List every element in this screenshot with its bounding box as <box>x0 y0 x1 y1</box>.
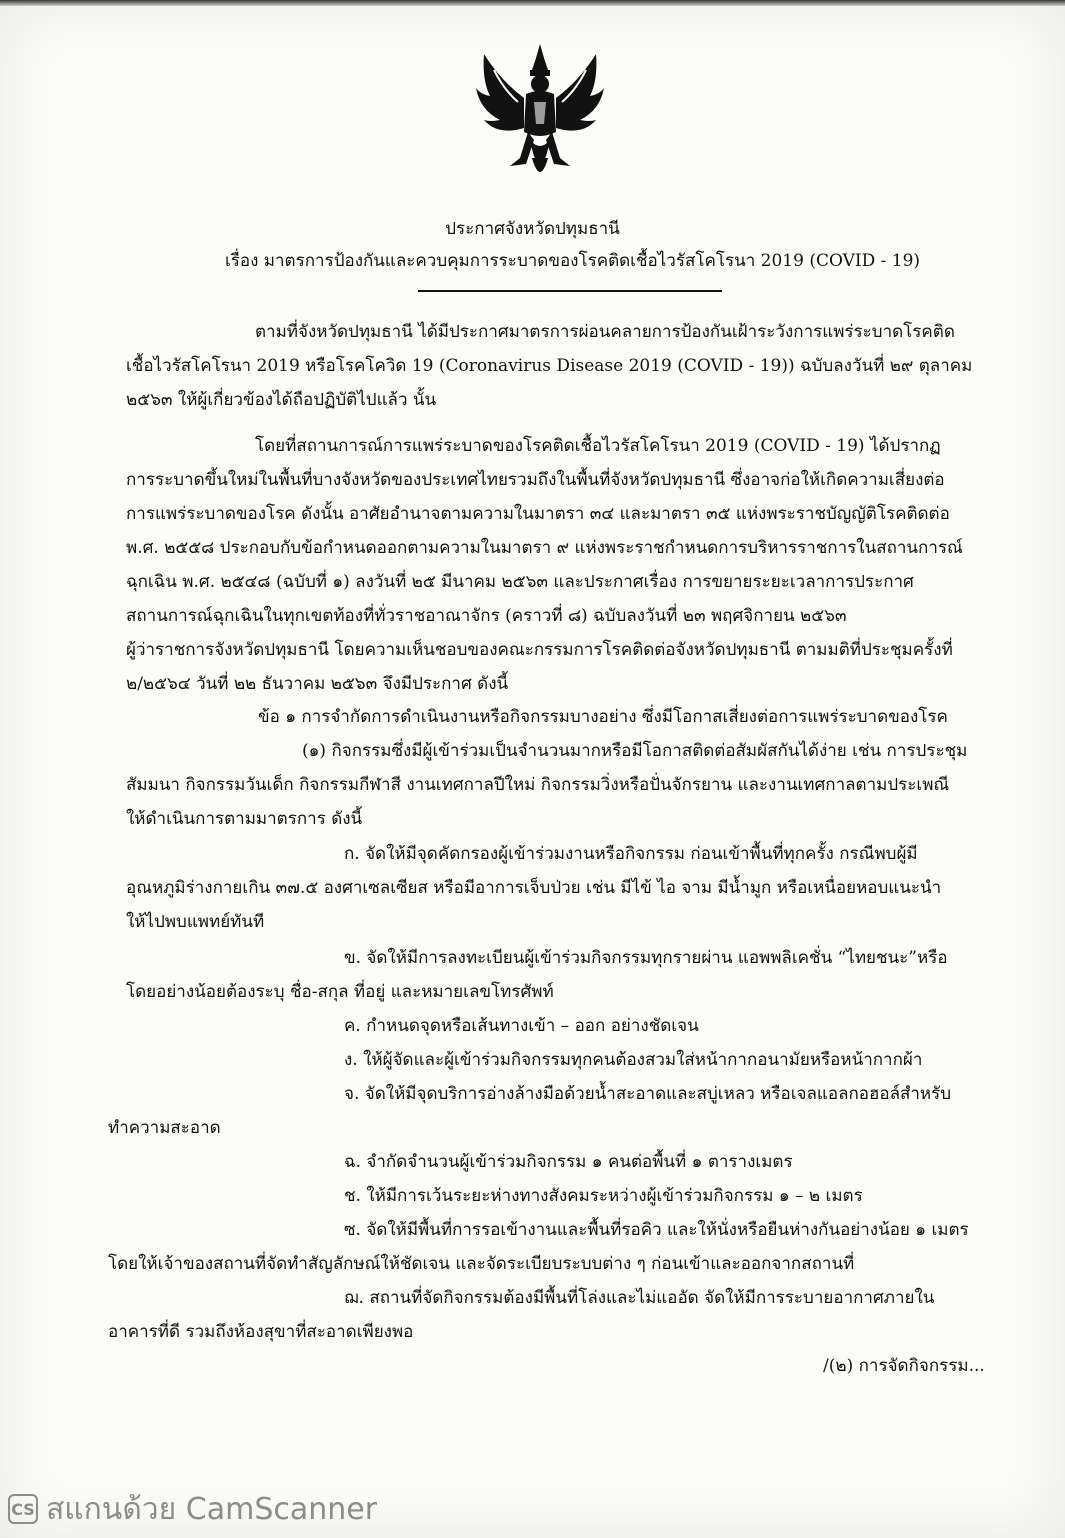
body-line: ช. ให้มีการเว้นระยะห่างทางสังคมระหว่างผู้เข้าร่วมกิจกรรม ๑ – ๒ เมตร <box>344 1186 863 1206</box>
clause-heading: ข้อ ๑ การจำกัดการดำเนินงานหรือกิจกรรมบางอย่าง ซึ่งมีโอกาสเสี่ยงต่อการแพร่ระบาดของโรค <box>258 707 948 727</box>
body-line: ค. กำหนดจุดหรือเส้นทางเข้า – ออก อย่างชัดเจน <box>344 1016 699 1036</box>
watermark-text: สแกนด้วย CamScanner <box>46 1491 378 1527</box>
title-divider <box>418 290 722 292</box>
body-line: จ. จัดให้มีจุดบริการอ่างล้างมือด้วยน้ำสะอาดและสบู่เหลว หรือเจลแอลกอฮอล์สำหรับ <box>344 1084 952 1104</box>
body-line: สัมมนา กิจกรรมวันเด็ก กิจกรรมกีฬาสี งานเทศกาลปีใหม่ กิจกรรมวิ่งหรือปั่นจักรยาน และงานเทศกาลตามประเพณี <box>126 775 950 795</box>
body-line: โดยให้เจ้าของสถานที่จัดทำสัญลักษณ์ให้ชัดเจน และจัดระเบียบระบบต่าง ๆ ก่อนเข้าและออกจากสถานที่ <box>108 1254 855 1274</box>
body-line: ซ. จัดให้มีพื้นที่การรอเข้างานและพื้นที่รอคิว และให้นั่งหรือยืนห่างกันอย่างน้อย ๑ เมตร <box>344 1220 969 1240</box>
camscanner-logo-icon: CS <box>8 1494 38 1524</box>
garuda-emblem-icon <box>470 40 610 190</box>
body-line: ง. ให้ผู้จัดและผู้เข้าร่วมกิจกรรมทุกคนต้องสวมใส่หน้ากากอนามัยหรือหน้ากากผ้า <box>344 1050 923 1070</box>
body-line: การระบาดขึ้นใหม่ในพื้นที่บางจังหวัดของประเทศไทยรวมถึงในพื้นที่จังหวัดปทุมธานี ซึ่งอาจก่อให้เกิดความเสี่ยงต่อ <box>126 470 945 490</box>
body-line: สถานการณ์ฉุกเฉินในทุกเขตท้องที่ทั่วราชอาณาจักร (คราวที่ ๘) ฉบับลงวันที่ ๒๓ พฤศจิกายน ๒๕๖๓ <box>126 606 847 626</box>
page-continuation: /(๒) การจัดกิจกรรม... <box>823 1356 985 1376</box>
body-line: อาคารที่ดี รวมถึงห้องสุขาที่สะอาดเพียงพอ <box>108 1322 414 1342</box>
body-line: ตามที่จังหวัดปทุมธานี ได้มีประกาศมาตรการผ่อนคลายการป้องกันเฝ้าระวังการแพร่ระบาดโรคติด <box>255 322 955 342</box>
body-line: (๑) กิจกรรมซึ่งมีผู้เข้าร่วมเป็นจำนวนมากหรือมีโอกาสติดต่อสัมผัสกันได้ง่าย เช่น การประชุม <box>302 741 968 761</box>
page-title: ประกาศจังหวัดปทุมธานี <box>445 219 620 239</box>
body-line: ฉุกเฉิน พ.ศ. ๒๕๔๘ (ฉบับที่ ๑) ลงวันที่ ๒๕ มีนาคม ๒๕๖๓ และประกาศเรื่อง การขยายระยะเวลาการประกาศ <box>126 572 914 592</box>
body-line: ให้ดำเนินการตามมาตรการ ดังนี้ <box>126 809 363 829</box>
body-line: อุณหภูมิร่างกายเกิน ๓๗.๕ องศาเซลเซียส หรือมีอาการเจ็บป่วย เช่น มีไข้ ไอ จาม มีน้ำมูก หรือเหนื่อยหอบแนะนำ <box>126 878 942 898</box>
body-line: เชื้อไวรัสโคโรนา 2019 หรือโรคโควิด 19 (Coronavirus Disease 2019 (COVID - 19)) ฉบับลงวันที่ ๒๙ ตุลาคม <box>126 356 973 376</box>
body-line: พ.ศ. ๒๕๕๘ ประกอบกับข้อกำหนดออกตามความในมาตรา ๙ แห่งพระราชกำหนดการบริหารราชการในสถานการณ์ <box>126 538 963 558</box>
body-line: โดยที่สถานการณ์การแพร่ระบาดของโรคติดเชื้อไวรัสโคโรนา 2019 (COVID - 19) ได้ปรากฏ <box>255 436 941 456</box>
body-line: ฌ. สถานที่จัดกิจกรรมต้องมีพื้นที่โล่งและไม่แออัด จัดให้มีการระบายอากาศภายใน <box>344 1288 935 1308</box>
body-line: ก. จัดให้มีจุดคัดกรองผู้เข้าร่วมงานหรือกิจกรรม ก่อนเข้าพื้นที่ทุกครั้ง กรณีพบผู้มี <box>344 844 918 864</box>
body-line: ข. จัดให้มีการลงทะเบียนผู้เข้าร่วมกิจกรรมทุกรายผ่าน แอพพลิเคชั่น “ไทยชนะ”หรือ <box>344 948 948 968</box>
body-line: ผู้ว่าราชการจังหวัดปทุมธานี โดยความเห็นชอบของคณะกรรมการโรคติดต่อจังหวัดปทุมธานี ตามมติที่ประชุมครั้งที่ <box>126 640 953 660</box>
scan-edge <box>0 0 1065 6</box>
body-line: ทำความสะอาด <box>108 1118 221 1138</box>
body-line: ๒๕๖๓ ให้ผู้เกี่ยวข้องได้ถือปฏิบัติไปแล้ว นั้น <box>126 390 437 410</box>
page-subject: เรื่อง มาตรการป้องกันและควบคุมการระบาดของโรคติดเชื้อไวรัสโคโรนา 2019 (COVID - 19) <box>224 251 921 271</box>
camscanner-watermark <box>8 1489 377 1529</box>
body-line: โดยอย่างน้อยต้องระบุ ชื่อ-สกุล ที่อยู่ และหมายเลขโทรศัพท์ <box>126 982 554 1002</box>
body-line: ฉ. จำกัดจำนวนผู้เข้าร่วมกิจกรรม ๑ คนต่อพื้นที่ ๑ ตารางเมตร <box>344 1152 793 1172</box>
body-line: การแพร่ระบาดของโรค ดังนั้น อาศัยอำนาจตามความในมาตรา ๓๔ และมาตรา ๓๕ แห่งพระราชบัญญัติโรคติดต่อ <box>126 504 950 524</box>
body-line: ให้ไปพบแพทย์ทันที <box>126 912 265 932</box>
body-line: ๒/๒๕๖๔ วันที่ ๒๒ ธันวาคม ๒๕๖๓ จึงมีประกาศ ดังนี้ <box>126 674 509 694</box>
